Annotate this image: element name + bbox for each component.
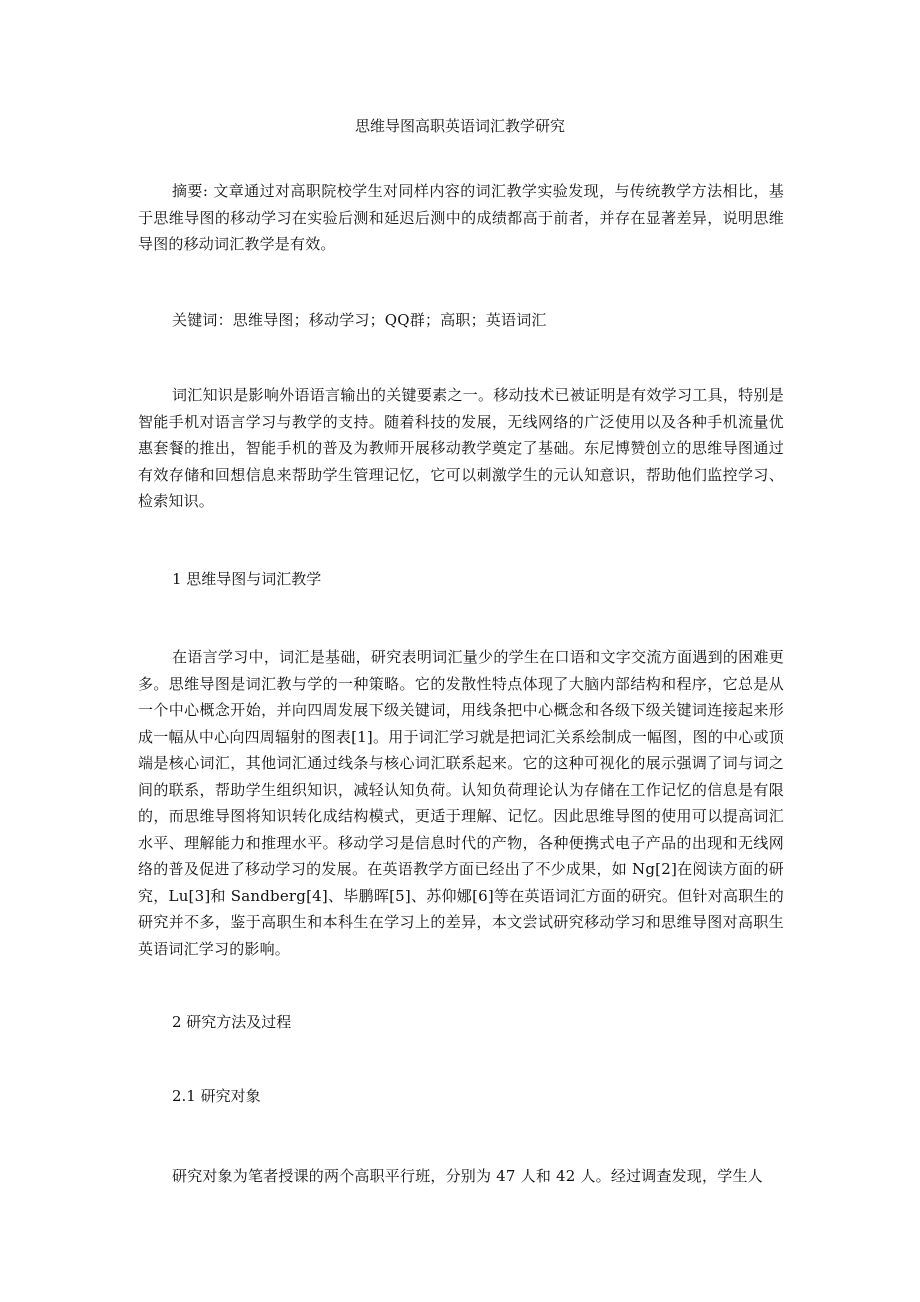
abstract-paragraph: 摘要: 文章通过对高职院校学生对同样内容的词汇教学实验发现，与传统教学方法相比，基于思维导图的移动学习在实验后测和延迟后测中的成绩都高于前者，并存在显著差异，说明思维导图的移动词汇教学是有效。	[138, 182, 784, 253]
keywords-paragraph: 关键词：思维导图；移动学习；QQ群；高职；英语词汇	[172, 311, 547, 329]
section-1-paragraph: 在语言学习中，词汇是基础，研究表明词汇量少的学生在口语和文字交流方面遇到的困难更多。思维导图是词汇教与学的一种策略。它的发散性特点体现了大脑内部结构和程序，它总是从一个中心概念开始，并向四周发展下级关键词，用线条把中心概念和各级下级关键词连接起来形成一幅从中心向四周辐射的图表[1]。用于词汇学习就是把词汇关系绘制成一幅图，图的中心或顶端是核心词汇，其他词汇通过线条与核心词汇联系起来。它的这种可视化的展示强调了词与词之间的联系，帮助学生组织知识，减轻认知负荷。认知负荷理论认为存储在工作记忆的信息是有限的，而思维导图将知识转化成结构模式，更适于理解、记忆。因此思维导图的使用可以提高词汇水平、理解能力和推理水平。移动学习是信息时代的产物，各种便携式电子产品的出现和无线网络的普及促进了移动学习的发展。在英语教学方面已经出了不少成果，如 Ng[2]在阅读方面的研究，Lu[3]和 Sandberg[4]、毕鹏晖[5]、苏仰娜[6]等在英语词汇方面的研究。但针对高职生的研究并不多，鉴于高职生和本科生在学习上的差异，本文尝试研究移动学习和思维导图对高职生英语词汇学习的影响。	[138, 648, 784, 958]
section-2-1-paragraph: 研究对象为笔者授课的两个高职平行班，分别为 47 人和 42 人。经过调查发现，学生人	[172, 1167, 763, 1185]
section-2-heading: 2 研究方法及过程	[172, 1013, 292, 1031]
document-title: 思维导图高职英语词汇教学研究	[354, 117, 565, 135]
intro-paragraph: 词汇知识是影响外语语言输出的关键要素之一。移动技术已被证明是有效学习工具，特别是智能手机对语言学习与教学的支持。随着科技的发展，无线网络的广泛使用以及各种手机流量优惠套餐的推出，智能手机的普及为教师开展移动教学奠定了基础。东尼博赞创立的思维导图通过有效存储和回想信息来帮助学生管理记忆，它可以刺激学生的元认知意识，帮助他们监控学习、检索知识。	[138, 386, 784, 510]
section-2-1-heading: 2.1 研究对象	[172, 1087, 261, 1105]
section-1-heading: 1 思维导图与词汇教学	[172, 570, 322, 588]
